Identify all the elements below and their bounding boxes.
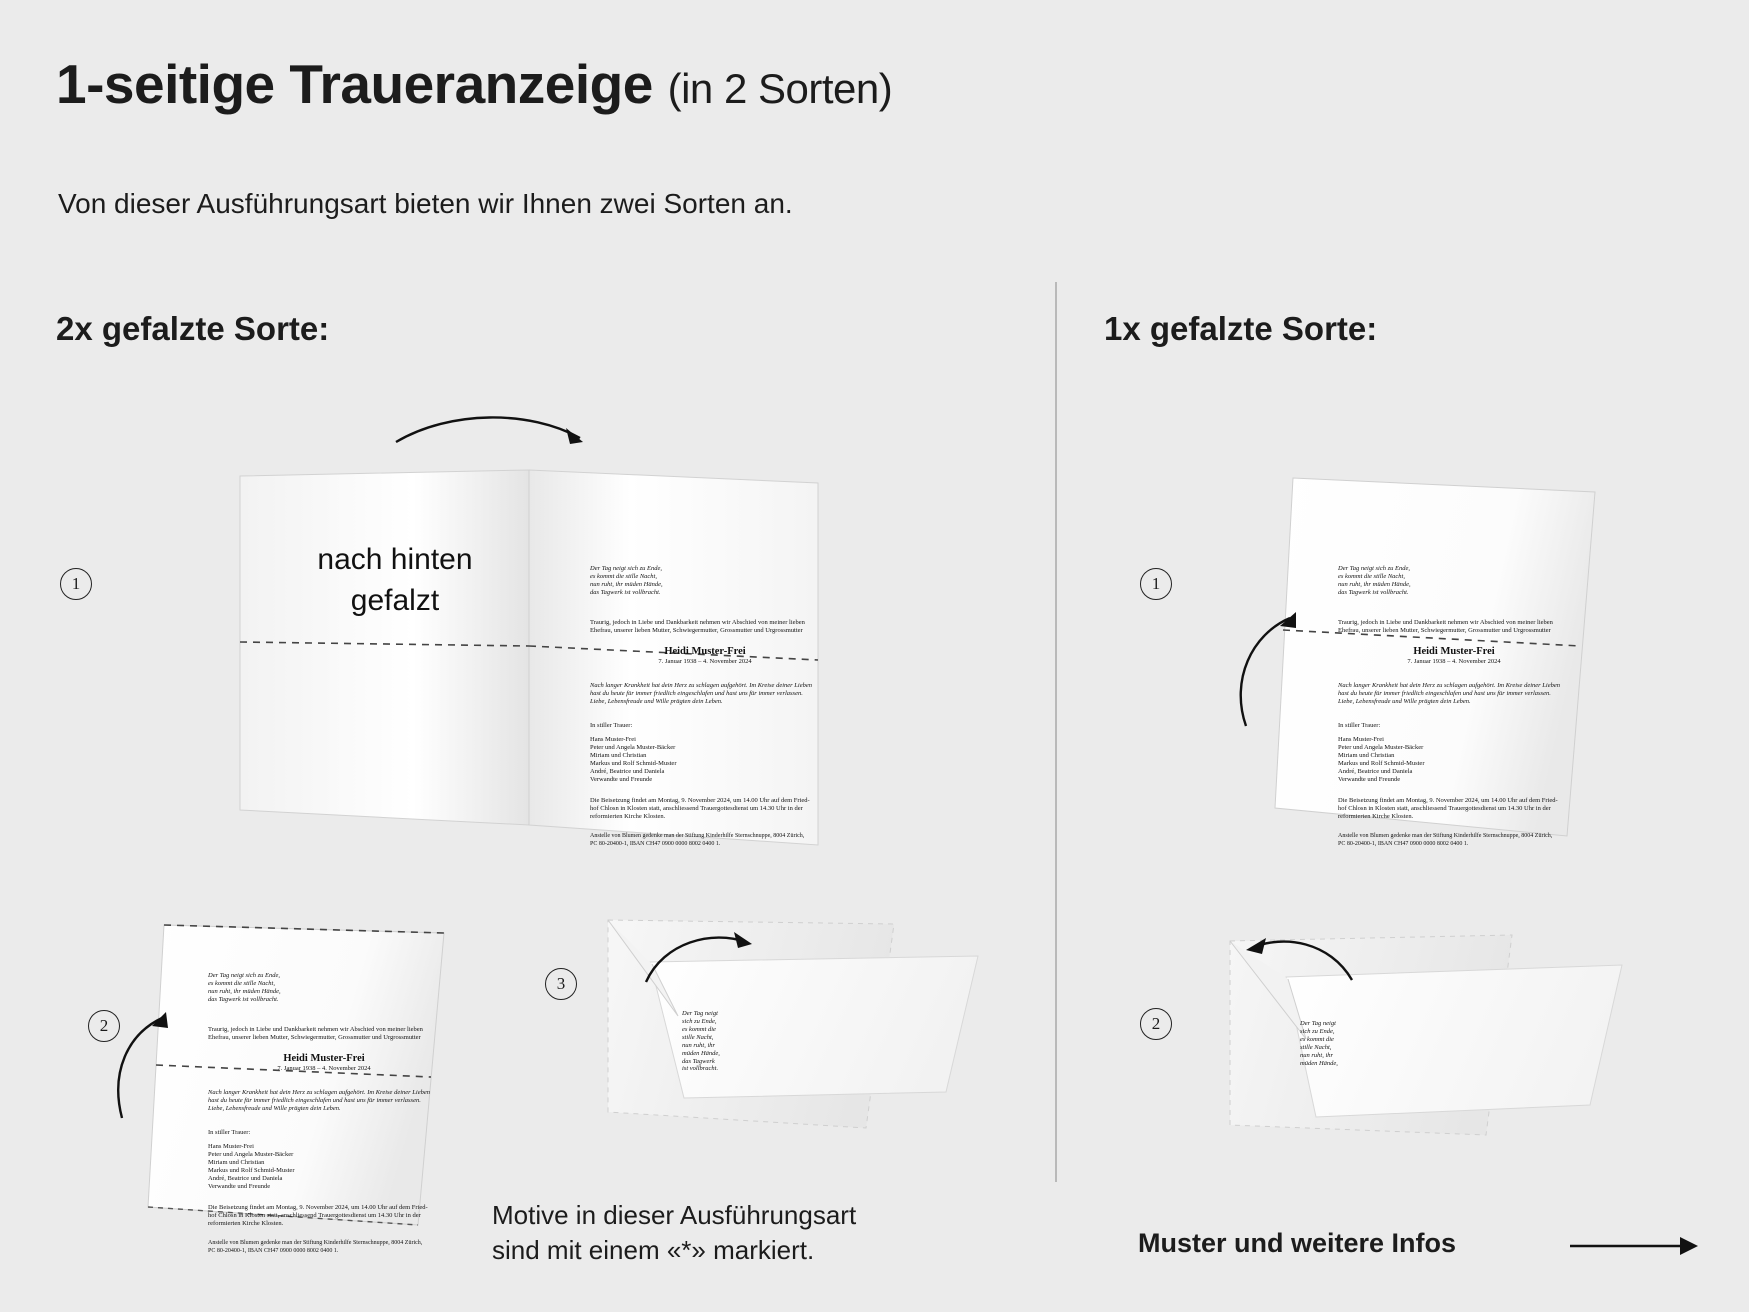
funeral-line: reformierten Kirche Klosten. bbox=[1338, 813, 1414, 821]
page-title-main: 1-seitige Traueranzeige bbox=[56, 53, 653, 115]
body-line: Nach langer Krankheit hat dein Herz zu schlagen aufgehört. Im Kreise deiner Lieben bbox=[1338, 682, 1560, 690]
mourner: André, Beatrice und Daniela bbox=[208, 1174, 283, 1182]
donation-line: PC 80-20400-1, IBAN CH47 0900 0000 8002 0400 1. bbox=[1338, 840, 1469, 847]
mourner: André, Beatrice und Daniela bbox=[590, 767, 665, 775]
marking-notice-line2: sind mit einem «*» markiert. bbox=[492, 1235, 815, 1266]
mourners-title: In stiller Trauer: bbox=[1338, 722, 1381, 730]
mourner: Markus und Rolf Schmid-Muster bbox=[208, 1166, 295, 1174]
mourners-title: In stiller Trauer: bbox=[208, 1129, 251, 1137]
body-line: Liebe, Lebensfreude und Wille prägten dein Leben. bbox=[590, 698, 723, 706]
mourner: Verwandte und Freunde bbox=[1338, 775, 1401, 783]
marking-notice-line1: Motive in dieser Ausführungsart bbox=[492, 1200, 857, 1230]
lead-line: Traurig, jedoch in Liebe und Dankbarkeit nehmen wir Abschied von meiner lieben bbox=[1338, 618, 1553, 626]
poem-line: nun ruht, ihr müden Hände, bbox=[208, 987, 281, 995]
marking-notice bbox=[492, 1198, 1052, 1268]
mourner: Peter und Angela Muster-Bäcker bbox=[208, 1150, 294, 1158]
lead-line: Ehefrau, unserer lieben Mutter, Schwiegermutter, Grossmutter und Urgrossmutter bbox=[208, 1033, 421, 1041]
step-badge-1: 1 bbox=[60, 568, 92, 600]
body-line: Liebe, Lebensfreude und Wille prägten dein Leben. bbox=[1338, 698, 1471, 706]
poem-line: das Tagwerk ist vollbracht. bbox=[590, 588, 661, 596]
funeral-line: Die Beisetzung findet am Montag, 9. November 2024, um 14.00 Uhr auf dem Fried- bbox=[208, 1204, 428, 1212]
step-badge-r2: 2 bbox=[1140, 1008, 1172, 1040]
mourner: Miriam und Christian bbox=[590, 751, 647, 759]
fold-arrow-icon bbox=[390, 412, 600, 472]
lead-line: Ehefrau, unserer lieben Mutter, Schwiegermutter, Grossmutter und Urgrossmutter bbox=[590, 626, 803, 634]
funeral-line: reformierten Kirche Klosten. bbox=[208, 1220, 284, 1228]
poem-line: das Tagwerk ist vollbracht. bbox=[1338, 588, 1409, 596]
poem-line: das Tagwerk ist vollbracht. bbox=[682, 1057, 719, 1073]
deceased-dates: 7. Januar 1938 – 4. November 2024 bbox=[658, 658, 752, 666]
mourner: Hans Muster-Frei bbox=[590, 735, 636, 743]
obituary-text-snippet-3 bbox=[682, 1010, 722, 1073]
deceased-name: Heidi Muster-Frei bbox=[283, 1052, 365, 1064]
poem-line: es kommt die stille Nacht, bbox=[1300, 1035, 1334, 1051]
mourner: Peter und Angela Muster-Bäcker bbox=[590, 743, 676, 751]
fold-arrow-icon-r1 bbox=[1222, 598, 1322, 738]
funeral-line: hof Chlosn in Klosten statt, anschliessend Trauergottesdienst um 14.30 Uhr in der bbox=[208, 1212, 421, 1220]
poem-line: nun ruht, ihr müden Hände, bbox=[682, 1041, 720, 1057]
poem-line: nun ruht, ihr müden Hände, bbox=[1300, 1051, 1338, 1067]
column-heading-right: 1x gefalzte Sorte: bbox=[1104, 310, 1378, 347]
step-badge-3: 3 bbox=[545, 968, 577, 1000]
donation-line: Anstelle von Blumen gedenke man der Stiftung Kinderhilfe Sternschnuppe, 8004 Zürich, bbox=[1338, 833, 1553, 840]
body-line: Liebe, Lebensfreude und Wille prägten dein Leben. bbox=[208, 1105, 341, 1113]
fold-arrow-icon-3 bbox=[642, 926, 762, 998]
mourner: Verwandte und Freunde bbox=[590, 775, 653, 783]
funeral-line: hof Chlosn in Klosten statt, anschliessend Trauergottesdienst um 14.30 Uhr in der bbox=[590, 805, 803, 813]
more-info-link[interactable]: Muster und weitere Infos bbox=[1138, 1228, 1457, 1258]
poem-line: das Tagwerk ist vollbracht. bbox=[208, 995, 279, 1003]
mourner: Miriam und Christian bbox=[1338, 751, 1395, 759]
deceased-dates: 7. Januar 1938 – 4. November 2024 bbox=[1407, 658, 1501, 666]
fold-arrow-icon-2 bbox=[100, 1000, 190, 1130]
body-line: hast du heute für immer friedlich eingeschlafen und hast uns für immer verlassen. bbox=[1338, 690, 1551, 698]
obituary-text-block-1 bbox=[590, 565, 820, 848]
mourner: André, Beatrice und Daniela bbox=[1338, 767, 1413, 775]
poem-line: es kommt die stille Nacht, bbox=[682, 1025, 716, 1041]
step-badge-2: 2 bbox=[88, 1010, 120, 1042]
poem-line: es kommt die stille Nacht, bbox=[208, 979, 275, 987]
poem-line: es kommt die stille Nacht, bbox=[590, 572, 657, 580]
poem-line: Der Tag neigt sich zu Ende, bbox=[1338, 565, 1410, 572]
donation-line: Anstelle von Blumen gedenke man der Stiftung Kinderhilfe Sternschnuppe, 8004 Zürich, bbox=[208, 1240, 423, 1247]
page-title-sub: (in 2 Sorten) bbox=[667, 65, 893, 112]
fold-label bbox=[280, 540, 510, 621]
donation-line: Anstelle von Blumen gedenke man der Stiftung Kinderhilfe Sternschnuppe, 8004 Zürich, bbox=[590, 833, 805, 840]
lead-line: Traurig, jedoch in Liebe und Dankbarkeit nehmen wir Abschied von meiner lieben bbox=[590, 618, 805, 626]
donation-line: PC 80-20400-1, IBAN CH47 0900 0000 8002 0400 1. bbox=[208, 1247, 339, 1254]
funeral-line: reformierten Kirche Klosten. bbox=[590, 813, 666, 821]
page-title bbox=[56, 52, 892, 116]
mourner: Verwandte und Freunde bbox=[208, 1182, 271, 1190]
mourner: Markus und Rolf Schmid-Muster bbox=[1338, 759, 1425, 767]
body-line: hast du heute für immer friedlich eingeschlafen und hast uns für immer verlassen. bbox=[208, 1097, 421, 1105]
obituary-text-block-2 bbox=[208, 972, 440, 1255]
mourners-title: In stiller Trauer: bbox=[590, 722, 633, 730]
arrow-right-icon[interactable] bbox=[1570, 1232, 1710, 1264]
fold-arrow-icon-r2 bbox=[1244, 928, 1364, 1000]
body-line: hast du heute für immer friedlich eingeschlafen und hast uns für immer verlassen. bbox=[590, 690, 803, 698]
funeral-line: Die Beisetzung findet am Montag, 9. November 2024, um 14.00 Uhr auf dem Fried- bbox=[1338, 797, 1558, 805]
body-line: Nach langer Krankheit hat dein Herz zu schlagen aufgehört. Im Kreise deiner Lieben bbox=[590, 682, 812, 690]
mourner: Hans Muster-Frei bbox=[1338, 735, 1384, 743]
mourner: Markus und Rolf Schmid-Muster bbox=[590, 759, 677, 767]
step-badge-r1: 1 bbox=[1140, 568, 1172, 600]
mourner: Peter und Angela Muster-Bäcker bbox=[1338, 743, 1424, 751]
mourner: Hans Muster-Frei bbox=[208, 1142, 254, 1150]
poem-line: nun ruht, ihr müden Hände, bbox=[590, 580, 663, 588]
deceased-name: Heidi Muster-Frei bbox=[1413, 645, 1495, 657]
poem-line: Der Tag neigt sich zu Ende, bbox=[208, 972, 280, 979]
intro-text: Von dieser Ausführungsart bieten wir Ihnen zwei Sorten an. bbox=[58, 188, 793, 219]
poem-line: Der Tag neigt sich zu Ende, bbox=[590, 565, 662, 572]
mourner: Miriam und Christian bbox=[208, 1158, 265, 1166]
poem-line: nun ruht, ihr müden Hände, bbox=[1338, 580, 1411, 588]
fold-label-line2: gefalzt bbox=[350, 583, 440, 617]
poem-line: Der Tag neigt sich zu Ende, bbox=[682, 1010, 718, 1025]
column-heading-left: 2x gefalzte Sorte: bbox=[56, 310, 330, 347]
body-line: Nach langer Krankheit hat dein Herz zu schlagen aufgehört. Im Kreise deiner Lieben bbox=[208, 1089, 430, 1097]
donation-line: PC 80-20400-1, IBAN CH47 0900 0000 8002 0400 1. bbox=[590, 840, 721, 847]
poem-line: Der Tag neigt sich zu Ende, bbox=[1300, 1020, 1336, 1035]
column-divider bbox=[1055, 282, 1057, 1182]
obituary-text-snippet-r2 bbox=[1300, 1020, 1338, 1068]
poem-line: es kommt die stille Nacht, bbox=[1338, 572, 1405, 580]
lead-line: Traurig, jedoch in Liebe und Dankbarkeit nehmen wir Abschied von meiner lieben bbox=[208, 1025, 423, 1033]
deceased-dates: 7. Januar 1938 – 4. November 2024 bbox=[277, 1065, 371, 1073]
funeral-line: hof Chlosn in Klosten statt, anschliessend Trauergottesdienst um 14.30 Uhr in der bbox=[1338, 805, 1551, 813]
funeral-line: Die Beisetzung findet am Montag, 9. November 2024, um 14.00 Uhr auf dem Fried- bbox=[590, 797, 810, 805]
lead-line: Ehefrau, unserer lieben Mutter, Schwiegermutter, Grossmutter und Urgrossmutter bbox=[1338, 626, 1551, 634]
obituary-text-block-r1 bbox=[1338, 565, 1570, 848]
fold-label-line1: nach hinten bbox=[317, 543, 473, 576]
deceased-name: Heidi Muster-Frei bbox=[664, 645, 746, 657]
